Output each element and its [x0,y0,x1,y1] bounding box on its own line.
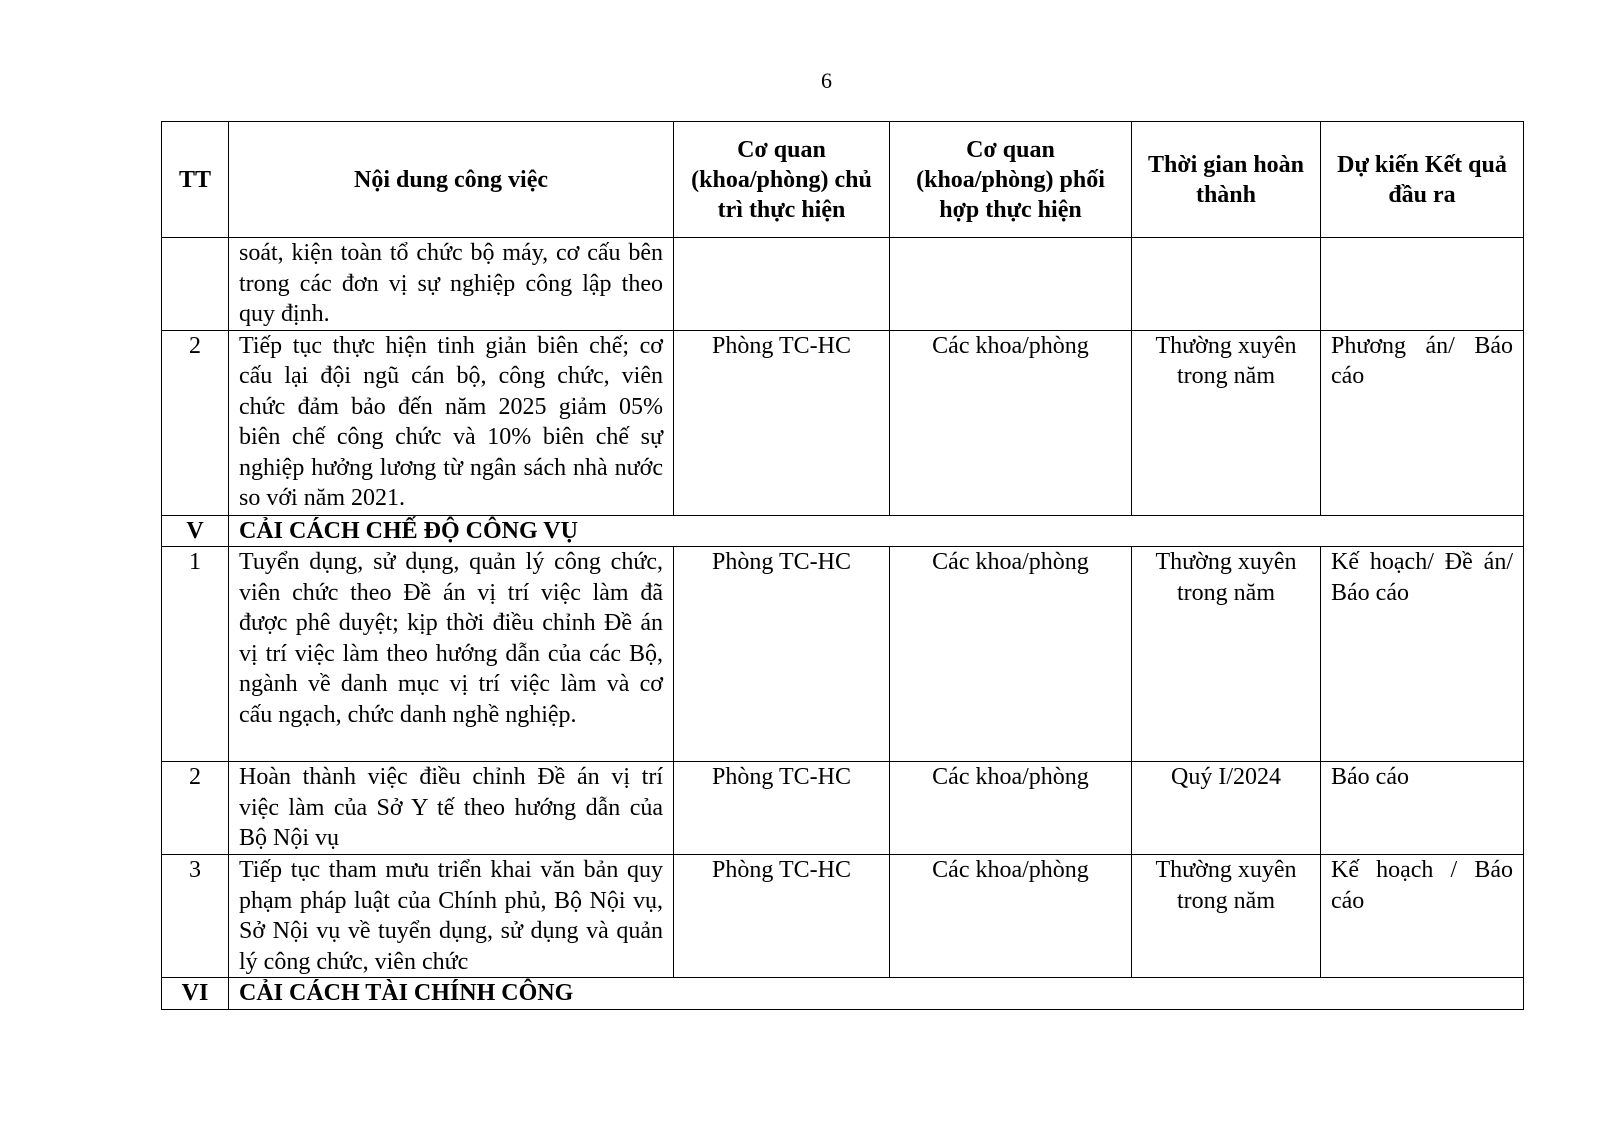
table-row [162,547,1524,762]
table-row [162,762,1524,855]
row-result: Báo cáo [1321,762,1524,855]
section-title: CẢI CÁCH TÀI CHÍNH CÔNG [229,978,1524,1010]
row-host: Phòng TC-HC [674,547,890,762]
table-row [162,238,1524,331]
row-time: Thường xuyên trong năm [1132,547,1321,762]
section-row [162,978,1524,1010]
row-tt: 2 [162,330,229,515]
row-host: Phòng TC-HC [674,855,890,978]
work-plan-table [161,121,1524,1010]
table-row [162,330,1524,515]
section-title: CẢI CÁCH CHẾ ĐỘ CÔNG VỤ [229,515,1524,547]
header-content: Nội dung công việc [229,122,674,238]
row-time [1132,238,1321,331]
row-host: Phòng TC-HC [674,762,890,855]
row-coordinate: Các khoa/phòng [890,330,1132,515]
header-tt: TT [162,122,229,238]
header-completion-time: Thời gian hoàn thành [1132,122,1321,238]
row-tt: 1 [162,547,229,762]
row-tt: 2 [162,762,229,855]
header-coordinating-agency: Cơ quan (khoa/phòng) phối hợp thực hiện [890,122,1132,238]
row-content: Hoàn thành việc điều chỉnh Đề án vị trí việc làm của Sở Y tế theo hướng dẫn của Bộ Nội vụ [229,762,674,855]
row-host [674,238,890,331]
section-number: V [162,515,229,547]
row-coordinate: Các khoa/phòng [890,855,1132,978]
row-time: Thường xuyên trong năm [1132,855,1321,978]
section-number: VI [162,978,229,1010]
row-result: Phương án/ Báo cáo [1321,330,1524,515]
row-content: Tuyển dụng, sử dụng, quản lý công chức, viên chức theo Đề án vị trí việc làm đã được phê duyệt; kịp thời điều chỉnh Đề án vị trí việc làm theo hướng dẫn của các Bộ, ngành về danh mục vị trí việc làm và cơ cấu ngạch, chức danh nghề nghiệp. [229,547,674,762]
row-content: soát, kiện toàn tổ chức bộ máy, cơ cấu bên trong các đơn vị sự nghiệp công lập theo quy định. [229,238,674,331]
row-time: Thường xuyên trong năm [1132,330,1321,515]
row-result [1321,238,1524,331]
row-tt: 3 [162,855,229,978]
header-expected-result: Dự kiến Kết quả đầu ra [1321,122,1524,238]
row-result: Kế hoạch / Báo cáo [1321,855,1524,978]
row-tt [162,238,229,331]
section-row [162,515,1524,547]
header-host-agency: Cơ quan (khoa/phòng) chủ trì thực hiện [674,122,890,238]
row-coordinate [890,238,1132,331]
row-coordinate: Các khoa/phòng [890,762,1132,855]
page-number: 6 [821,68,832,93]
table-row [162,855,1524,978]
row-content: Tiếp tục tham mưu triển khai văn bản quy phạm pháp luật của Chính phủ, Bộ Nội vụ, Sở Nội vụ về tuyển dụng, sử dụng và quản lý công chức, viên chức [229,855,674,978]
row-time: Quý I/2024 [1132,762,1321,855]
table-header-row [162,122,1524,238]
row-coordinate: Các khoa/phòng [890,547,1132,762]
row-content: Tiếp tục thực hiện tinh giản biên chế; cơ cấu lại đội ngũ cán bộ, công chức, viên chức đảm bảo đến năm 2025 giảm 05% biên chế công chức và 10% biên chế sự nghiệp hưởng lương từ ngân sách nhà nước so với năm 2021. [229,330,674,515]
row-result: Kế hoạch/ Đề án/ Báo cáo [1321,547,1524,762]
row-host: Phòng TC-HC [674,330,890,515]
